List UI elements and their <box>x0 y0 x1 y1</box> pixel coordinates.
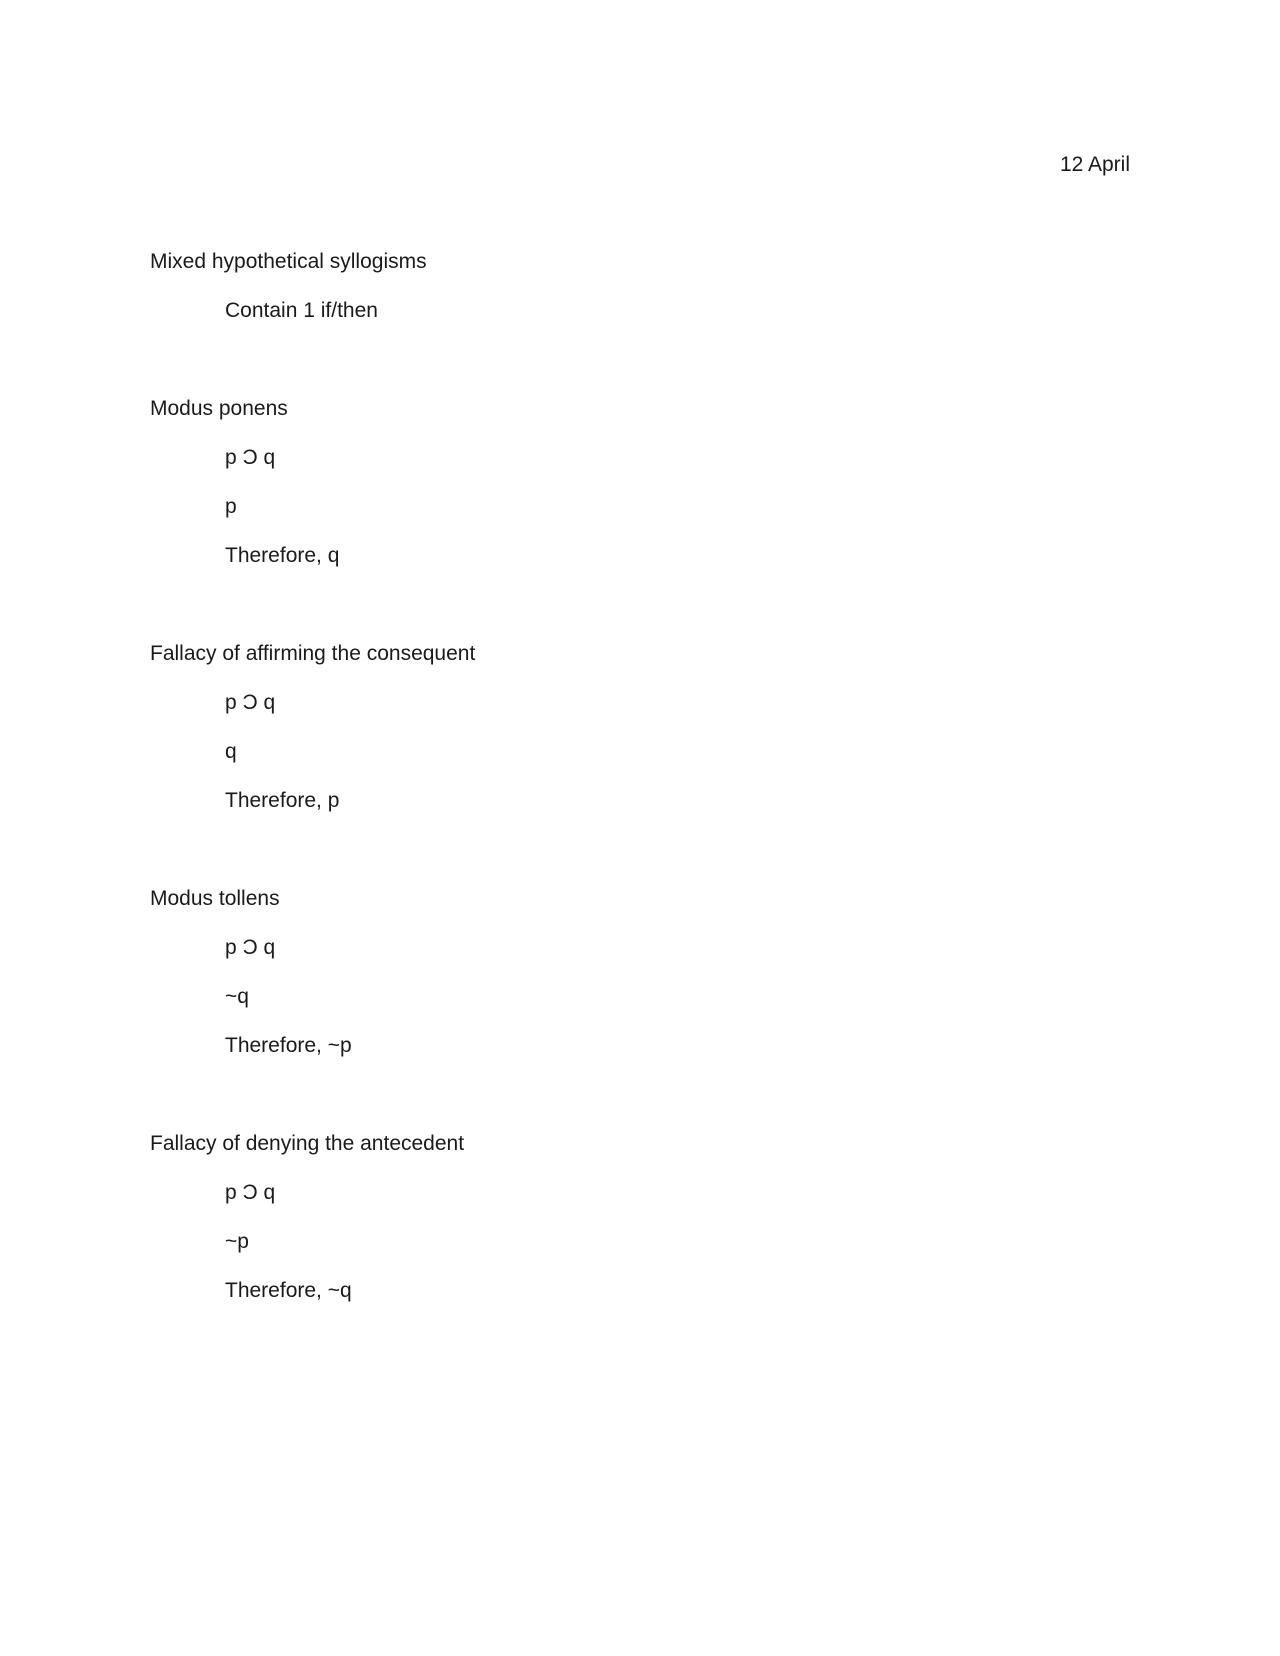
premise-second: p <box>225 495 237 518</box>
section-modus-tollens <box>150 885 1130 1060</box>
blank-line <box>150 591 1130 619</box>
blank-line <box>150 1081 1130 1109</box>
section-modus-ponens <box>150 395 1130 570</box>
premise-second: ~q <box>225 985 249 1008</box>
conclusion: Therefore, q <box>225 544 340 567</box>
intro-heading: Mixed hypothetical syllogisms <box>150 250 427 273</box>
conclusion: Therefore, p <box>225 789 340 812</box>
premise-conditional: p Ɔ q <box>225 446 276 469</box>
premise-second: q <box>225 740 237 763</box>
premise-conditional: p Ɔ q <box>225 1181 276 1204</box>
section-affirming-consequent <box>150 640 1130 815</box>
premise-conditional: p Ɔ q <box>225 691 276 714</box>
document-date: 12 April <box>1059 153 1130 176</box>
premise-conditional: p Ɔ q <box>225 936 276 959</box>
section-heading: Modus ponens <box>150 397 288 420</box>
section-denying-antecedent <box>150 1130 1130 1305</box>
section-heading: Modus tollens <box>150 887 280 910</box>
conclusion: Therefore, ~q <box>225 1279 352 1302</box>
section-heading: Fallacy of affirming the consequent <box>150 642 476 665</box>
premise-second: ~p <box>225 1230 249 1253</box>
intro-note: Contain 1 if/then <box>225 299 378 322</box>
blank-line <box>150 836 1130 864</box>
conclusion: Therefore, ~p <box>225 1034 352 1057</box>
document-body <box>150 248 1130 1326</box>
blank-line <box>150 346 1130 374</box>
section-heading: Fallacy of denying the antecedent <box>150 1132 465 1155</box>
